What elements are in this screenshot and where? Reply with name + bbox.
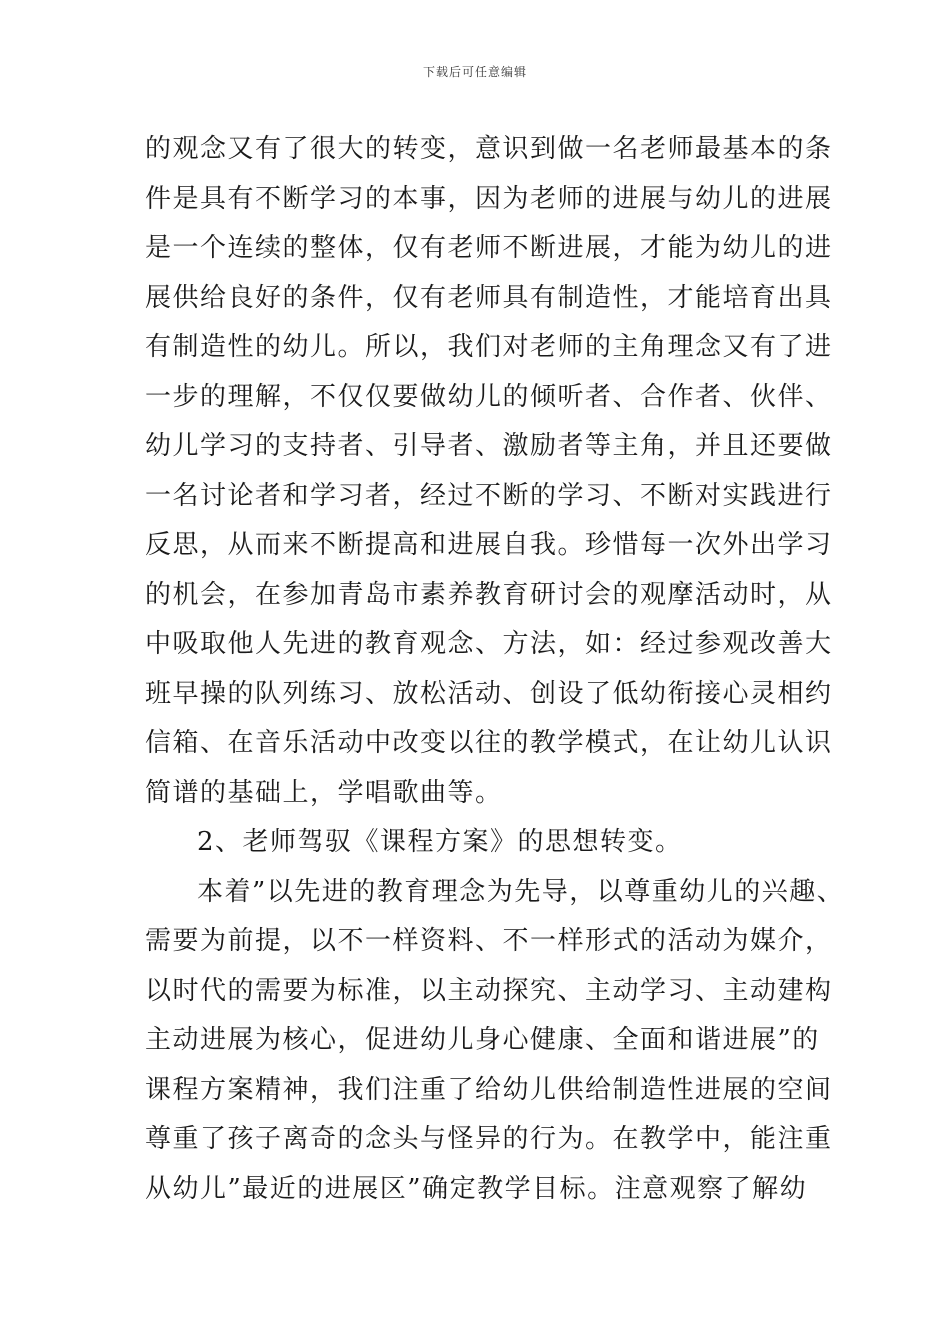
text-line: 反思，从而来不断提高和进展自我。珍惜每一次外出学习 [145,530,833,560]
page-header-note: 下载后可任意编辑 [422,65,527,79]
body-text [145,125,845,1214]
text-line: 是一个连续的整体，仅有老师不断进展，才能为幼儿的进 [145,233,833,263]
text-line: 从幼儿”最近的进展区”确定教学目标。注意观察了解幼 [145,1173,808,1204]
text-line: 2、老师驾驭《课程方案》的思想转变。 [197,827,683,857]
text-line: 有制造性的幼儿。所以，我们对老师的主角理念又有了进 [145,332,833,362]
text-line: 主动进展为核心，促进幼儿身心健康、全面和谐进展”的 [145,1025,820,1055]
text-line: 的机会，在参加青岛市素养教育研讨会的观摩活动时，从 [145,579,833,610]
text-line: 需要为前提，以不一样资料、不一样形式的活动为媒介， [145,926,833,956]
text-line: 一名讨论者和学习者，经过不断的学习、不断对实践进行 [145,480,833,511]
text-line: 本着”以先进的教育理念为先导，以尊重幼儿的兴趣、 [197,876,845,907]
text-line: 班早操的队列练习、放松活动、创设了低幼衔接心灵相约 [145,678,833,709]
text-line: 尊重了孩子离奇的念头与怪异的行为。在教学中，能注重 [145,1124,833,1154]
text-line: 课程方案精神，我们注重了给幼儿供给制造性进展的空间 [145,1074,833,1105]
text-line: 的观念又有了很大的转变，意识到做一名老师最基本的条 [145,134,833,164]
text-line: 展供给良好的条件，仅有老师具有制造性，才能培育出具 [145,282,833,313]
text-line: 幼儿学习的支持者、引导者、激励者等主角，并且还要做 [145,431,833,461]
text-line: 件是具有不断学习的本事，因为老师的进展与幼儿的进展 [145,183,833,214]
text-line: 信箱、在音乐活动中改变以往的教学模式，在让幼儿认识 [145,728,833,758]
text-line: 简谱的基础上，学唱歌曲等。 [145,777,503,808]
text-line: 以时代的需要为标准，以主动探究、主动学习、主动建构 [145,975,833,1006]
text-line: 一步的理解，不仅仅要做幼儿的倾听者、合作者、伙伴、 [145,381,833,412]
text-line: 中吸取他人先进的教育观念、方法，如：经过参观改善大 [145,629,833,659]
